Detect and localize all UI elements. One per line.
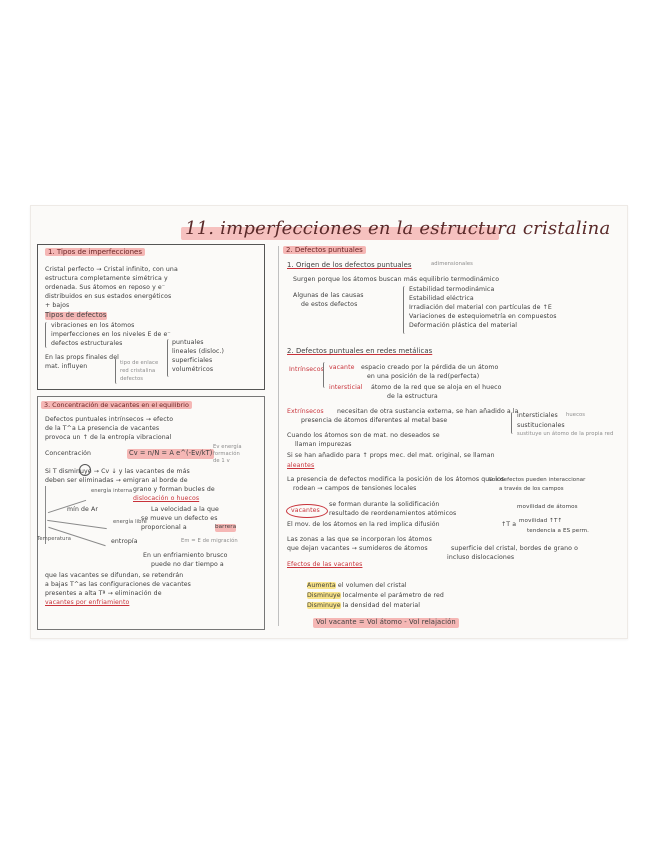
presence-4: a través de los campos (499, 486, 564, 492)
vel-4: barrera (215, 524, 237, 530)
extr-small-2: sustituye un átomo de la propia red (517, 431, 614, 437)
cooling-4: a bajas T^as las configuraciones de vacantes (45, 581, 191, 588)
section-1-heading: 1. Tipos de imperfecciones (45, 248, 145, 256)
page-title: 11. imperfecciones en la estructura cristalina (185, 218, 611, 239)
origin-l3: de estos defectos (301, 301, 358, 308)
s1-struct-1: puntuales (172, 339, 204, 346)
cause-2: Estabilidad eléctrica (409, 295, 474, 302)
effect-2 (307, 592, 444, 600)
origin-l2: Algunas de las causas (293, 292, 364, 299)
cooling-2: puede no dar tiempo a (151, 561, 224, 568)
s3-formula-small-1: Ev energía (213, 444, 242, 450)
zones-2: que dejan vacantes → sumideros de átomos (287, 545, 428, 552)
p2-title: 2. Defectos puntuales en redes metálicas (287, 347, 433, 355)
origin-small: adimensionales (431, 261, 473, 267)
presence-2: rodean → campos de tensiones locales (293, 485, 417, 492)
extr-small-1: huecos (566, 412, 586, 418)
cooling-5: presentes a alta Tª → eliminación de (45, 590, 162, 597)
cooling-3: que las vacantes se difundan, se retendrán (45, 572, 184, 579)
s1-struct-brace (167, 339, 171, 377)
s1-line-4: distribuidos en sus estados energéticos (45, 293, 172, 300)
s1-props-b2: red cristalina (120, 368, 156, 374)
s1-struct-2: lineales (disloc.) (172, 348, 225, 355)
s1-props-brace (115, 358, 119, 384)
extr-desc-2: presencia de átomos diferentes al metal base (301, 417, 448, 424)
s3-line-4: Concentración (45, 450, 92, 457)
s1-subheading: Tipos de defectos (45, 311, 107, 319)
s1-line-3: ordenada. Sus átomos en reposo y e⁻ (45, 284, 166, 291)
s3-t2-1: grano y forman bucles de (133, 486, 215, 493)
cause-1: Estabilidad termodinámica (409, 286, 495, 293)
when-3: Si se han añadido para ↑ props mec. del mat. original, se llaman (287, 452, 495, 459)
cooling-6: vacantes por enfriamiento (45, 599, 130, 606)
when-4: aleantes (287, 462, 315, 469)
diag-3: energía libre (113, 519, 147, 525)
s1-props-b3: defectos (120, 376, 144, 382)
causes-brace (403, 286, 407, 334)
zones-1: Las zonas a las que se incorporan los átomos (287, 536, 432, 543)
vel-1: La velocidad a la que (151, 506, 219, 513)
effect-3-rest: la densidad del material (342, 602, 421, 609)
intersticial-label: intersticial (329, 384, 363, 391)
formula-box: Vol vacante = Vol átomo - Vol relajación (313, 618, 459, 628)
diag-4: entropía (111, 538, 138, 545)
vacs-3: movilidad de átomos (517, 504, 578, 510)
vacs-4: movilidad ↑T↑ (519, 518, 563, 524)
s1-struct-4: volumétricos (172, 366, 214, 373)
s1-line-1: Cristal perfecto → Cristal infinito, con una (45, 266, 178, 273)
vel-2: se mueve un defecto es (141, 515, 218, 522)
presence-1: La presencia de defectos modifica la posición de los átomos que los (287, 476, 505, 483)
vacante-desc-2: en una posición de la red(perfecta) (367, 373, 480, 380)
s3-t2-2: dislocación o huecos (133, 495, 200, 502)
s1-line-2: estructura completamente simétrica y (45, 275, 168, 282)
diff-1: El mov. de los átomos en la red implica difusión (287, 521, 440, 528)
title-block (181, 218, 611, 242)
effect-2-verb: Disminuye (307, 592, 341, 599)
presence-3: Los defectos pueden interaccionar (489, 477, 586, 483)
cause-5: Deformación plástica del material (409, 322, 518, 329)
origin-l1: Surgen porque los átomos buscan más equilibrio termodinámico (293, 276, 500, 283)
section-2-heading: 2. Defectos puntuales (283, 246, 366, 254)
diff-2: ↑T a (501, 521, 517, 528)
s1-struct-3: superficiales (172, 357, 213, 364)
zones-4: incluso dislocaciones (447, 554, 515, 561)
origin-title: 1. Origen de los defectos puntuales (287, 261, 412, 269)
s3-line-3: provoca un ↑ de la entropía vibracional (45, 434, 172, 441)
s1-sub-1: vibraciones en los átomos (51, 322, 135, 329)
s1-brace (45, 322, 49, 348)
s3-t-1: Si T disminuye → Cv ↓ y las vacantes de más (45, 468, 190, 475)
vacs-label: vacantes (291, 507, 320, 514)
cause-3: Irradiación del material con partículas de ↑E (409, 304, 552, 311)
s1-props-2: mat. influyen (45, 363, 88, 370)
s1-line-5: + bajos (45, 302, 70, 309)
extr-type-1: intersticiales (517, 412, 558, 419)
intersticial-desc: átomo de la red que se aloja en el hueco (371, 384, 502, 391)
s1-sub-3: defectos estructurales (51, 340, 123, 347)
cause-4: Variaciones de estequiometría en compuestos (409, 313, 557, 320)
when-1: Cuando los átomos son de mat. no deseados se (287, 432, 440, 439)
diag-2: mín de Ar (67, 506, 99, 513)
effect-1-rest: el volumen del cristal (337, 582, 407, 589)
diag-5: Temperatura (37, 536, 72, 542)
s3-line-2: de la T^a La presencia de vacantes (45, 425, 160, 432)
extr-type-2: sustitucionales (517, 422, 565, 429)
column-divider (278, 246, 279, 626)
s3-formula-small-3: de 1 v (213, 458, 230, 464)
cooling-1: En un enfriamiento brusco (143, 552, 228, 559)
s1-sub-2: imperfecciones en los niveles E de e⁻ (51, 331, 171, 338)
effect-1 (307, 582, 407, 590)
effects-title: Efectos de las vacantes (287, 561, 363, 568)
effect-2-rest: localmente el parámetro de red (342, 592, 444, 599)
extr-brace (511, 412, 515, 434)
s3-line-1: Defectos puntuales intrínsecos → efecto (45, 416, 174, 423)
s1-props-b1: tipo de enlace (120, 360, 159, 366)
notes-sheet (30, 205, 628, 639)
effect-3-verb: Disminuye (307, 602, 341, 609)
extr-desc: necesitan de otra sustancia externa, se han añadido a la (337, 408, 519, 415)
s1-props-1: En las props finales del (45, 354, 119, 361)
effect-3 (307, 602, 420, 610)
diag-1: energía interna (91, 488, 133, 494)
section-3-heading: 3. Concentración de vacantes en el equilibrio (41, 401, 192, 409)
vacs-1: se forman durante la solidificación (329, 501, 440, 508)
vacante-desc: espacio creado por la pérdida de un átomo (361, 364, 499, 371)
vacs-5: tendencia a ES perm. (527, 528, 590, 534)
intrinsecos-brace (323, 362, 327, 388)
vacante-label: vacante (329, 364, 355, 371)
vel-exp: Em = E de migración (181, 538, 238, 544)
vel-3: proporcional a (141, 524, 187, 531)
s3-t-2: deben ser eliminadas → emigran al borde de (45, 477, 188, 484)
intersticial-desc-2: de la estructura (387, 393, 438, 400)
s3-formula: Cv = n/N = A e^(-Ev/kT) (129, 449, 213, 457)
vacs-2: resultado de reordenamientos atómicos (329, 510, 457, 517)
effect-1-verb: Aumenta (307, 582, 336, 589)
s3-formula-small-2: formación (213, 451, 240, 457)
zones-3: superficie del cristal, bordes de grano o (451, 545, 578, 552)
energy-circle (79, 464, 91, 476)
intrinsecos-label: Intrínsecos (289, 366, 324, 373)
extrinsecos-label: Extrínsecos (287, 408, 324, 415)
when-2: llaman impurezas (295, 441, 352, 448)
